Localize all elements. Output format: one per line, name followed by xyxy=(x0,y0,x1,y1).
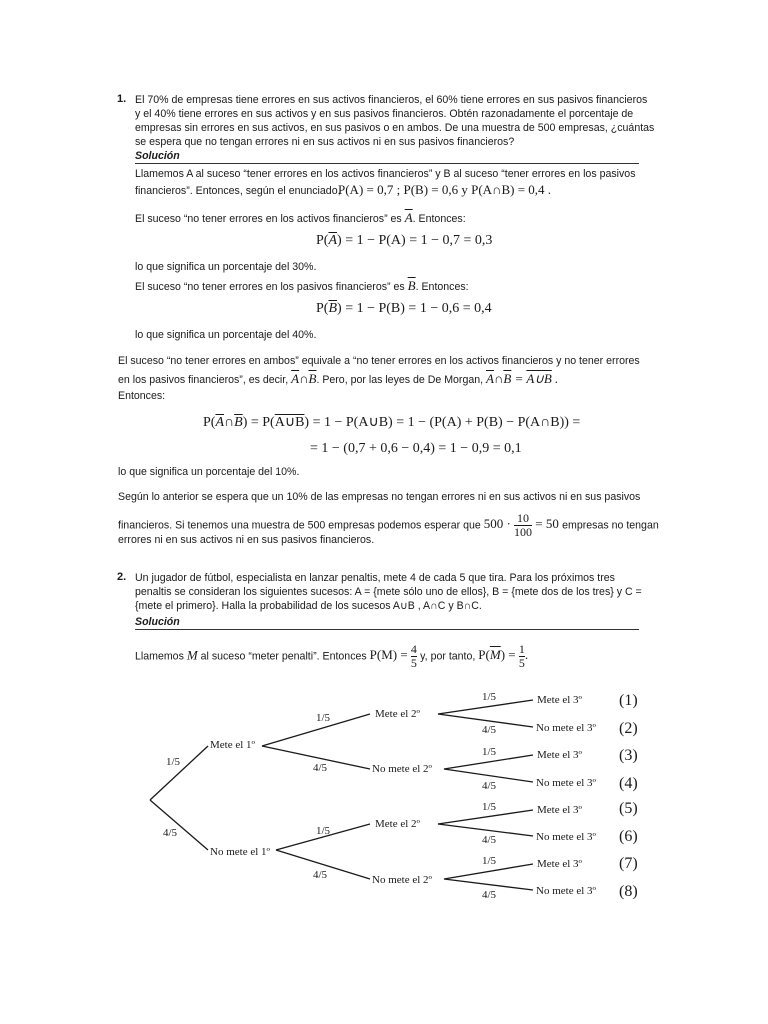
problem-2-number: 2. xyxy=(117,571,127,583)
math-abar-and-bbar: $\overline{A}\cap\overline{B}$ xyxy=(291,371,317,386)
text-es-decir: en los pasivos financieros”, es decir, xyxy=(118,374,289,386)
equation-2-rhs: = 1 − P(B) = 1 − 0,6 = 0,4 xyxy=(345,301,492,316)
prob-l3-7: 1/5 xyxy=(482,855,497,867)
fraction-num: 10 xyxy=(517,511,530,525)
pm-label: P(M) = xyxy=(369,647,408,663)
pmbar-num: 1 xyxy=(518,642,525,656)
pmbar-open: P( xyxy=(478,647,490,663)
prob-mete-2-b: 1/5 xyxy=(316,825,331,837)
text-de-morgan: . Pero, por las leyes de De Morgan, xyxy=(316,374,484,386)
equation-1: $P(\overline{A}) = 1 - P(A) = 1 - 0,7 = 0,3$ xyxy=(316,233,493,248)
equation-1-rhs: = 1 − P(A) = 1 − 0,7 = 0,3 xyxy=(345,233,493,248)
text-por-tanto: y, por tanto, xyxy=(420,650,476,663)
conclusion-line-1: Según lo anterior se espera que un 10% de las empresas no tengan errores ni en sus activos ni en sus pasivos xyxy=(118,491,641,503)
node-l3-1: Mete el 3º xyxy=(537,694,582,706)
prob-l3-3: 1/5 xyxy=(482,746,497,758)
pmbar-end: . xyxy=(524,647,529,663)
node-l3-4: No mete el 3º xyxy=(536,777,596,789)
outcome-index-6: (6) xyxy=(619,828,638,845)
symbol-m: M xyxy=(186,647,198,663)
conclusion-text-b: empresas no tengan xyxy=(562,519,659,532)
prob-nomete-1: 4/5 xyxy=(163,827,178,839)
prob-l3-8: 4/5 xyxy=(482,889,497,901)
node-nomete-2-a: No mete el 2º xyxy=(372,763,432,775)
conclusion-text-a: financieros. Si tenemos una muestra de 500 empresas podemos esperar que xyxy=(118,519,481,532)
text-meter-penalti: al suceso “meter penalti”. Entonces xyxy=(200,650,367,663)
node-l3-6: No mete el 3º xyxy=(536,831,596,843)
symbol-b-bar: $\overline{B}$ xyxy=(407,278,416,293)
pmbar-close: ) = xyxy=(500,647,516,663)
result-2: lo que significa un porcentaje del 40%. xyxy=(135,329,317,341)
node-l3-8: No mete el 3º xyxy=(536,885,596,897)
problem-2-statement: Un jugador de fútbol, especialista en lanzar penaltis, mete 4 de cada 5 que tira. Para los próximos tres penaltis se consideran los siguientes sucesos: A = {mete sólo uno de ellos}, B = {mete dos de los tres} y C = {mete el primero}. Halla la probabilidad de los sucesos A∪B , A∩C y B∩C. xyxy=(135,572,642,612)
equation-2: $P(\overline{B}) = 1 - P(B) = 1 - 0,6 = 0,4$ xyxy=(316,301,492,316)
node-mete-1: Mete el 1º xyxy=(210,739,255,751)
text-llamemos: Llamemos xyxy=(135,650,184,663)
branch-root-mete xyxy=(150,746,208,800)
text-b-complement-intro: El suceso “no tener errores en los pasivos financieros” es xyxy=(135,281,405,293)
node-nomete-1: No mete el 1º xyxy=(210,846,270,858)
conclusion-math-a: 500 · xyxy=(483,516,511,532)
conclusion-math-b: = 50 xyxy=(535,516,559,532)
equation-3-line-2: = 1 − (0,7 + 0,6 − 0,4) = 1 − 0,9 = 0,1 xyxy=(310,441,522,456)
text-entonces-3: Entonces: xyxy=(118,390,166,402)
equation-3-rhs: = 1 − P(A∪B) = 1 − (P(A) + P(B) − P(A∩B)) = xyxy=(312,415,581,430)
pmbar-symbol: $\overline{M}$ xyxy=(489,647,501,663)
branch-root-nomete xyxy=(150,800,208,850)
node-mete-2-a: Mete el 2º xyxy=(375,708,420,720)
symbol-a-bar: $\overline{A}$ xyxy=(404,210,413,225)
solution-1-line-1: Llamemos A al suceso “tener errores en los activos financieros” y B al suceso “tener errores en los pasivos xyxy=(135,168,636,180)
outcome-index-2: (2) xyxy=(619,720,638,737)
problem-1-statement: El 70% de empresas tiene errores en sus activos financieros, el 60% tiene errores en sus pasivos financieros y el 40% tiene errores en sus activos y en sus pasivos financieros. Obtén razonadamente el porcentaje de empresas sin errores en sus activos, en sus pasivos o en ambos. De una muestra de 500 empresas, ¿cuántas se espera que no tengan errores ni en sus activos ni en sus pasivos financieros? xyxy=(135,94,655,148)
prob-l3-6: 4/5 xyxy=(482,834,497,846)
fraction-den: 100 xyxy=(514,525,533,539)
pmbar-den: 5 xyxy=(518,656,525,670)
prob-l3-2: 4/5 xyxy=(482,724,497,736)
outcome-index-4: (4) xyxy=(619,775,638,792)
node-l3-3: Mete el 3º xyxy=(537,749,582,761)
pm-num: 4 xyxy=(410,642,417,656)
outcome-index-1: (1) xyxy=(619,692,638,709)
text-entonces-2: . Entonces: xyxy=(415,281,469,293)
given-probabilities: P(A) = 0,7 ; P(B) = 0,6 y P(A∩B) = 0,4 . xyxy=(338,182,552,197)
prob-mete-2-a: 1/5 xyxy=(316,712,331,724)
result-1: lo que significa un porcentaje del 30%. xyxy=(135,261,317,273)
node-l3-5: Mete el 3º xyxy=(537,804,582,816)
solution-1-line-2: financieros”. Entonces, según el enunciado, xyxy=(135,185,341,197)
math-de-morgan: $\overline{A}\cap\overline{B}$ = A∪B . xyxy=(486,371,559,386)
conclusion-line-3: errores ni en sus activos ni en sus pasivos financieros. xyxy=(118,534,375,546)
outcome-index-8: (8) xyxy=(619,883,638,900)
solution-1-label: Solución xyxy=(135,150,180,162)
prob-mete-1: 1/5 xyxy=(166,756,181,768)
prob-l3-4: 4/5 xyxy=(482,780,497,792)
problem-1-number: 1. xyxy=(117,93,127,105)
result-3: lo que significa un porcentaje del 10%. xyxy=(118,466,300,478)
pm-den: 5 xyxy=(410,656,417,670)
prob-nomete-2-b: 4/5 xyxy=(313,869,328,881)
outcome-index-5: (5) xyxy=(619,800,638,817)
node-l3-7: Mete el 3º xyxy=(537,858,582,870)
outcome-index-7: (7) xyxy=(619,855,638,872)
prob-l3-1: 1/5 xyxy=(482,691,497,703)
text-entonces-1: . Entonces: xyxy=(412,213,466,225)
node-mete-2-b: Mete el 2º xyxy=(375,818,420,830)
equation-3-line-1: $P(\overline{A}\cap\overline{B})$ = P(A∪B) = 1 − P(A∪B) = 1 − (P(A) + P(B) − P(A∩B)) = xyxy=(203,415,581,430)
outcome-index-3: (3) xyxy=(619,747,638,764)
solution-2-label: Solución xyxy=(135,616,180,628)
prob-nomete-2-a: 4/5 xyxy=(313,762,328,774)
text-a-complement-intro: El suceso “no tener errores en los activos financieros” es xyxy=(135,213,402,225)
prob-l3-5: 1/5 xyxy=(482,801,497,813)
solution-1-line-5: El suceso “no tener errores en ambos” equivale a “no tener errores en los activos financieros y no tener errores xyxy=(118,355,640,367)
node-nomete-2-b: No mete el 2º xyxy=(372,874,432,886)
node-l3-2: No mete el 3º xyxy=(536,722,596,734)
